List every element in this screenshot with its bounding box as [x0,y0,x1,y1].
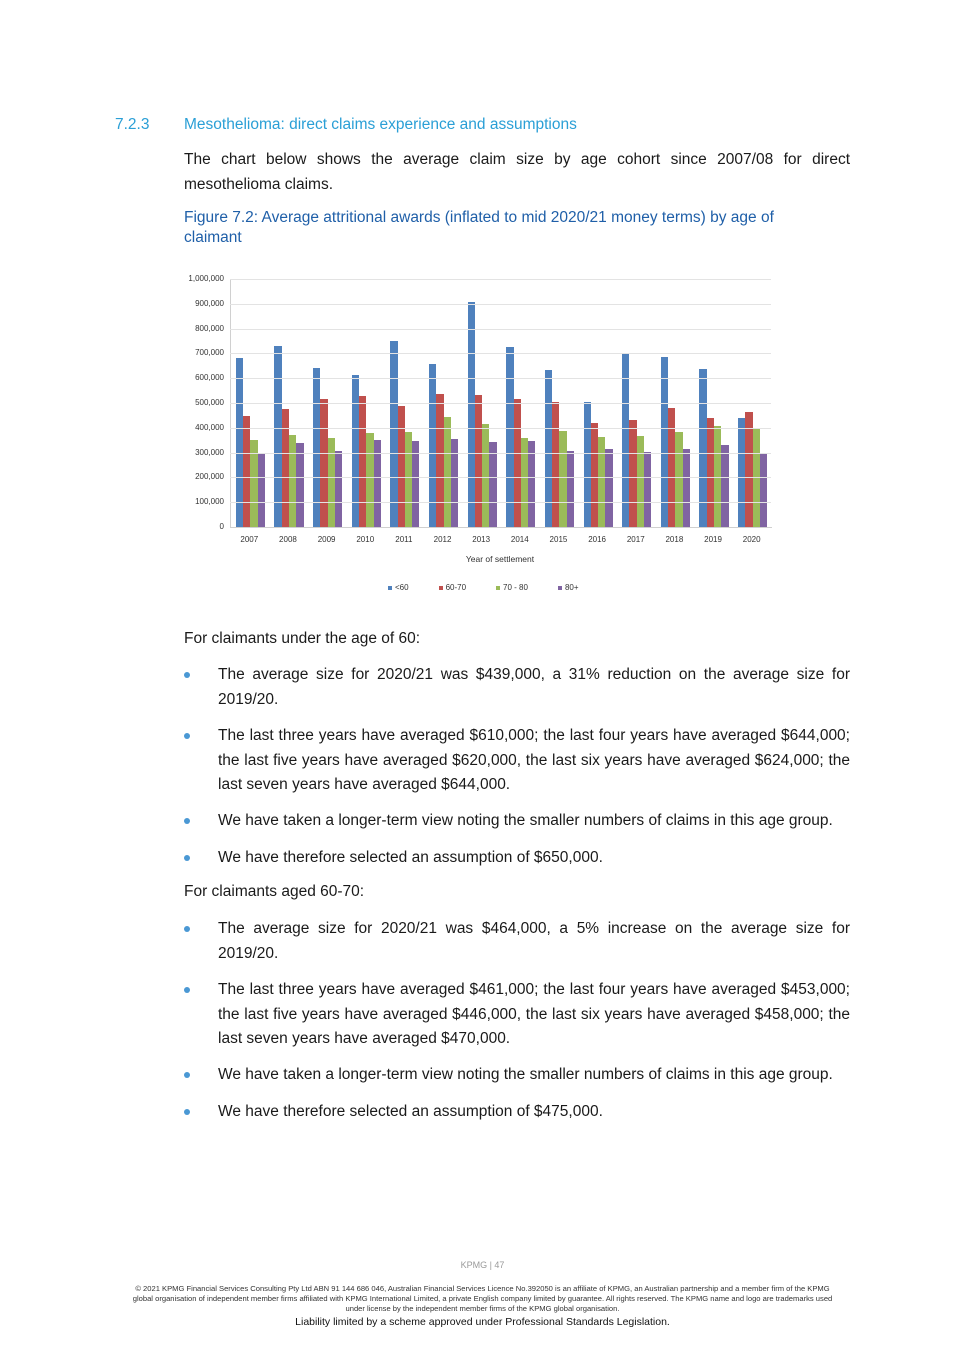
section-number: 7.2.3 [115,116,150,133]
x-tick-label: 2010 [356,535,375,544]
page-number: KPMG | 47 [460,1260,505,1270]
gridline [230,279,771,280]
x-tick-label: 2017 [626,535,645,544]
y-tick-label: 1,000,000 [188,274,224,283]
bullet-icon [184,855,190,861]
legal-notice: © 2021 KPMG Financial Services Consulting Pty Ltd ABN 91 144 686 046, Australian Financial Services Licence No.392050 is an affiliate of KPMG, an Australian partnership and a member firm of the KPMG global organisation of independent member firms affiliated with KPMG International Limited, a private English company limited by guarantee. All rights reserved. The KPMG name and logo are trademarks used under license by the independent member firms of the KPMG global organisation. [132,1284,833,1313]
x-tick-label: 2018 [665,535,684,544]
bar [738,418,745,527]
section-title: Mesothelioma: direct claims experience and assumptions [184,116,577,133]
bar [760,454,767,527]
bar [559,431,566,527]
legend-swatch-icon [439,586,443,590]
bar [390,341,397,527]
bar [605,449,612,527]
bar [482,424,489,527]
bar [366,433,373,527]
y-tick-label: 100,000 [195,497,224,507]
legend-item [439,583,466,592]
y-tick-label: 900,000 [195,298,224,308]
bar [598,437,605,527]
legend-label: <60 [395,583,409,592]
gridline [230,403,771,404]
gridline [230,428,771,429]
bar [545,370,552,527]
legend-label: 80+ [564,583,579,592]
bar [282,409,289,527]
bar [258,453,265,527]
y-tick-label: 300,000 [195,447,224,457]
x-tick-label: 2011 [395,535,413,544]
legend-swatch-icon [388,586,392,590]
bar [468,302,475,527]
bar [745,412,752,527]
legend-item [496,583,528,592]
bar [629,420,636,527]
bar [714,426,721,527]
bar [289,435,296,528]
bar [552,402,559,527]
bar [405,432,412,527]
bar [328,438,335,527]
bar [591,423,598,527]
bar [707,418,714,527]
bar [521,438,528,527]
liability-notice: Liability limited by a scheme approved under Professional Standards Legislation. [295,1316,670,1328]
legend-swatch-icon [558,586,562,590]
bar [721,445,728,527]
y-tick-label: 700,000 [195,348,224,358]
bar [644,452,651,527]
bar [436,394,443,527]
bar [352,375,359,527]
gridline [230,329,771,330]
bar [444,417,451,527]
intro-paragraph: The chart below shows the average claim size by age cohort since 2007/08 for direct mesothelioma claims. [184,151,850,193]
bullet-icon [184,818,190,824]
bar [668,408,675,527]
bar [412,441,419,527]
bar [622,354,629,527]
bar [528,441,535,527]
y-tick-label: 0 [219,522,224,531]
bullet-icon [184,1072,190,1078]
bullet-icon [184,733,190,739]
bar [514,399,521,527]
gridline [230,304,771,305]
y-tick-label: 600,000 [195,373,224,383]
bar [335,451,342,527]
x-tick-label: 2020 [742,535,761,544]
x-tick-label: 2019 [704,535,722,544]
bullet-icon [184,672,190,678]
group-60-70-heading: For claimants aged 60-70: [184,883,365,900]
x-tick-label: 2015 [549,535,568,544]
figure-title: Figure 7.2: Average attritional awards (inflated to mid 2020/21 money terms) by age of claimant [184,209,774,246]
bar [320,399,327,527]
y-tick-label: 400,000 [195,422,224,432]
chart-legend [388,583,609,592]
gridline [230,477,771,478]
x-tick-label: 2008 [279,535,297,544]
x-tick-label: 2014 [510,535,529,544]
bar [475,395,482,527]
bullet-icon [184,926,190,932]
bar [398,406,405,527]
legend-item [388,583,409,592]
legend-swatch-icon [496,586,500,590]
y-tick-label: 500,000 [195,398,224,407]
bar [683,449,690,527]
bar [567,451,574,527]
bar [313,368,320,527]
bar [359,396,366,527]
group-under60-heading: For claimants under the age of 60: [184,630,421,647]
bar [296,443,303,527]
bar [274,346,281,527]
x-tick-label: 2016 [588,535,606,544]
x-tick-label: 2007 [240,535,259,544]
gridline [230,453,771,454]
bar-chart [170,270,790,600]
gridline [230,502,771,503]
bar [506,347,513,527]
gridline [230,353,771,354]
x-axis-title: Year of settlement [465,554,535,564]
legend-item [558,583,579,592]
bullet-icon [184,1109,190,1115]
legend-label: 60-70 [445,583,467,592]
y-tick-label: 800,000 [195,323,224,333]
bullet-icon [184,987,190,993]
x-tick-label: 2013 [472,535,491,544]
gridline [230,378,771,379]
x-tick-label: 2012 [433,535,452,544]
y-tick-label: 200,000 [195,472,224,482]
bar [675,432,682,527]
bar [584,402,591,527]
x-tick-label: 2009 [317,535,336,544]
bar [489,442,496,527]
legend-label: 70 - 80 [503,583,528,592]
bar [243,416,250,527]
bar [637,436,644,527]
bar [699,369,706,527]
